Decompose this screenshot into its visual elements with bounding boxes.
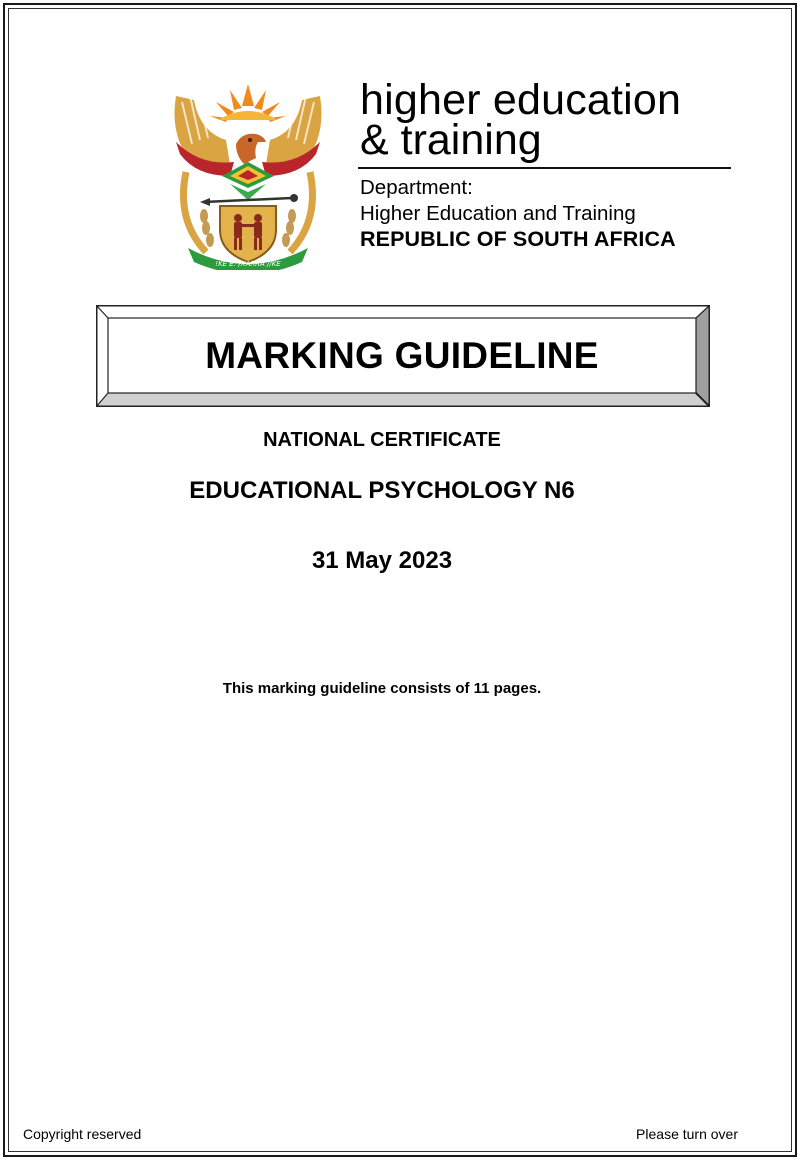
department-label: Department: [360, 176, 473, 199]
logo-motto: !KE E: /XARRA //KE [215, 260, 281, 268]
brand-line2: & training [360, 116, 542, 164]
department-name: Higher Education and Training [360, 202, 636, 225]
subject-name: EDUCATIONAL PSYCHOLOGY N6 [189, 477, 575, 504]
footer-copyright: Copyright reserved [23, 1126, 142, 1142]
coat-of-arms-logo [170, 80, 326, 270]
country-name: REPUBLIC OF SOUTH AFRICA [360, 227, 676, 251]
footer-turn-over: Please turn over [636, 1126, 738, 1142]
brand-line1: higher education [360, 76, 682, 124]
certificate-name: NATIONAL CERTIFICATE [263, 429, 501, 451]
south-africa-coat-of-arms-icon [170, 80, 326, 270]
exam-date: 31 May 2023 [311, 547, 453, 574]
document-title: MARKING GUIDELINE [205, 335, 599, 376]
page-count-note: This marking guideline consists of 11 pages. [222, 680, 542, 697]
brand-divider [358, 167, 731, 169]
